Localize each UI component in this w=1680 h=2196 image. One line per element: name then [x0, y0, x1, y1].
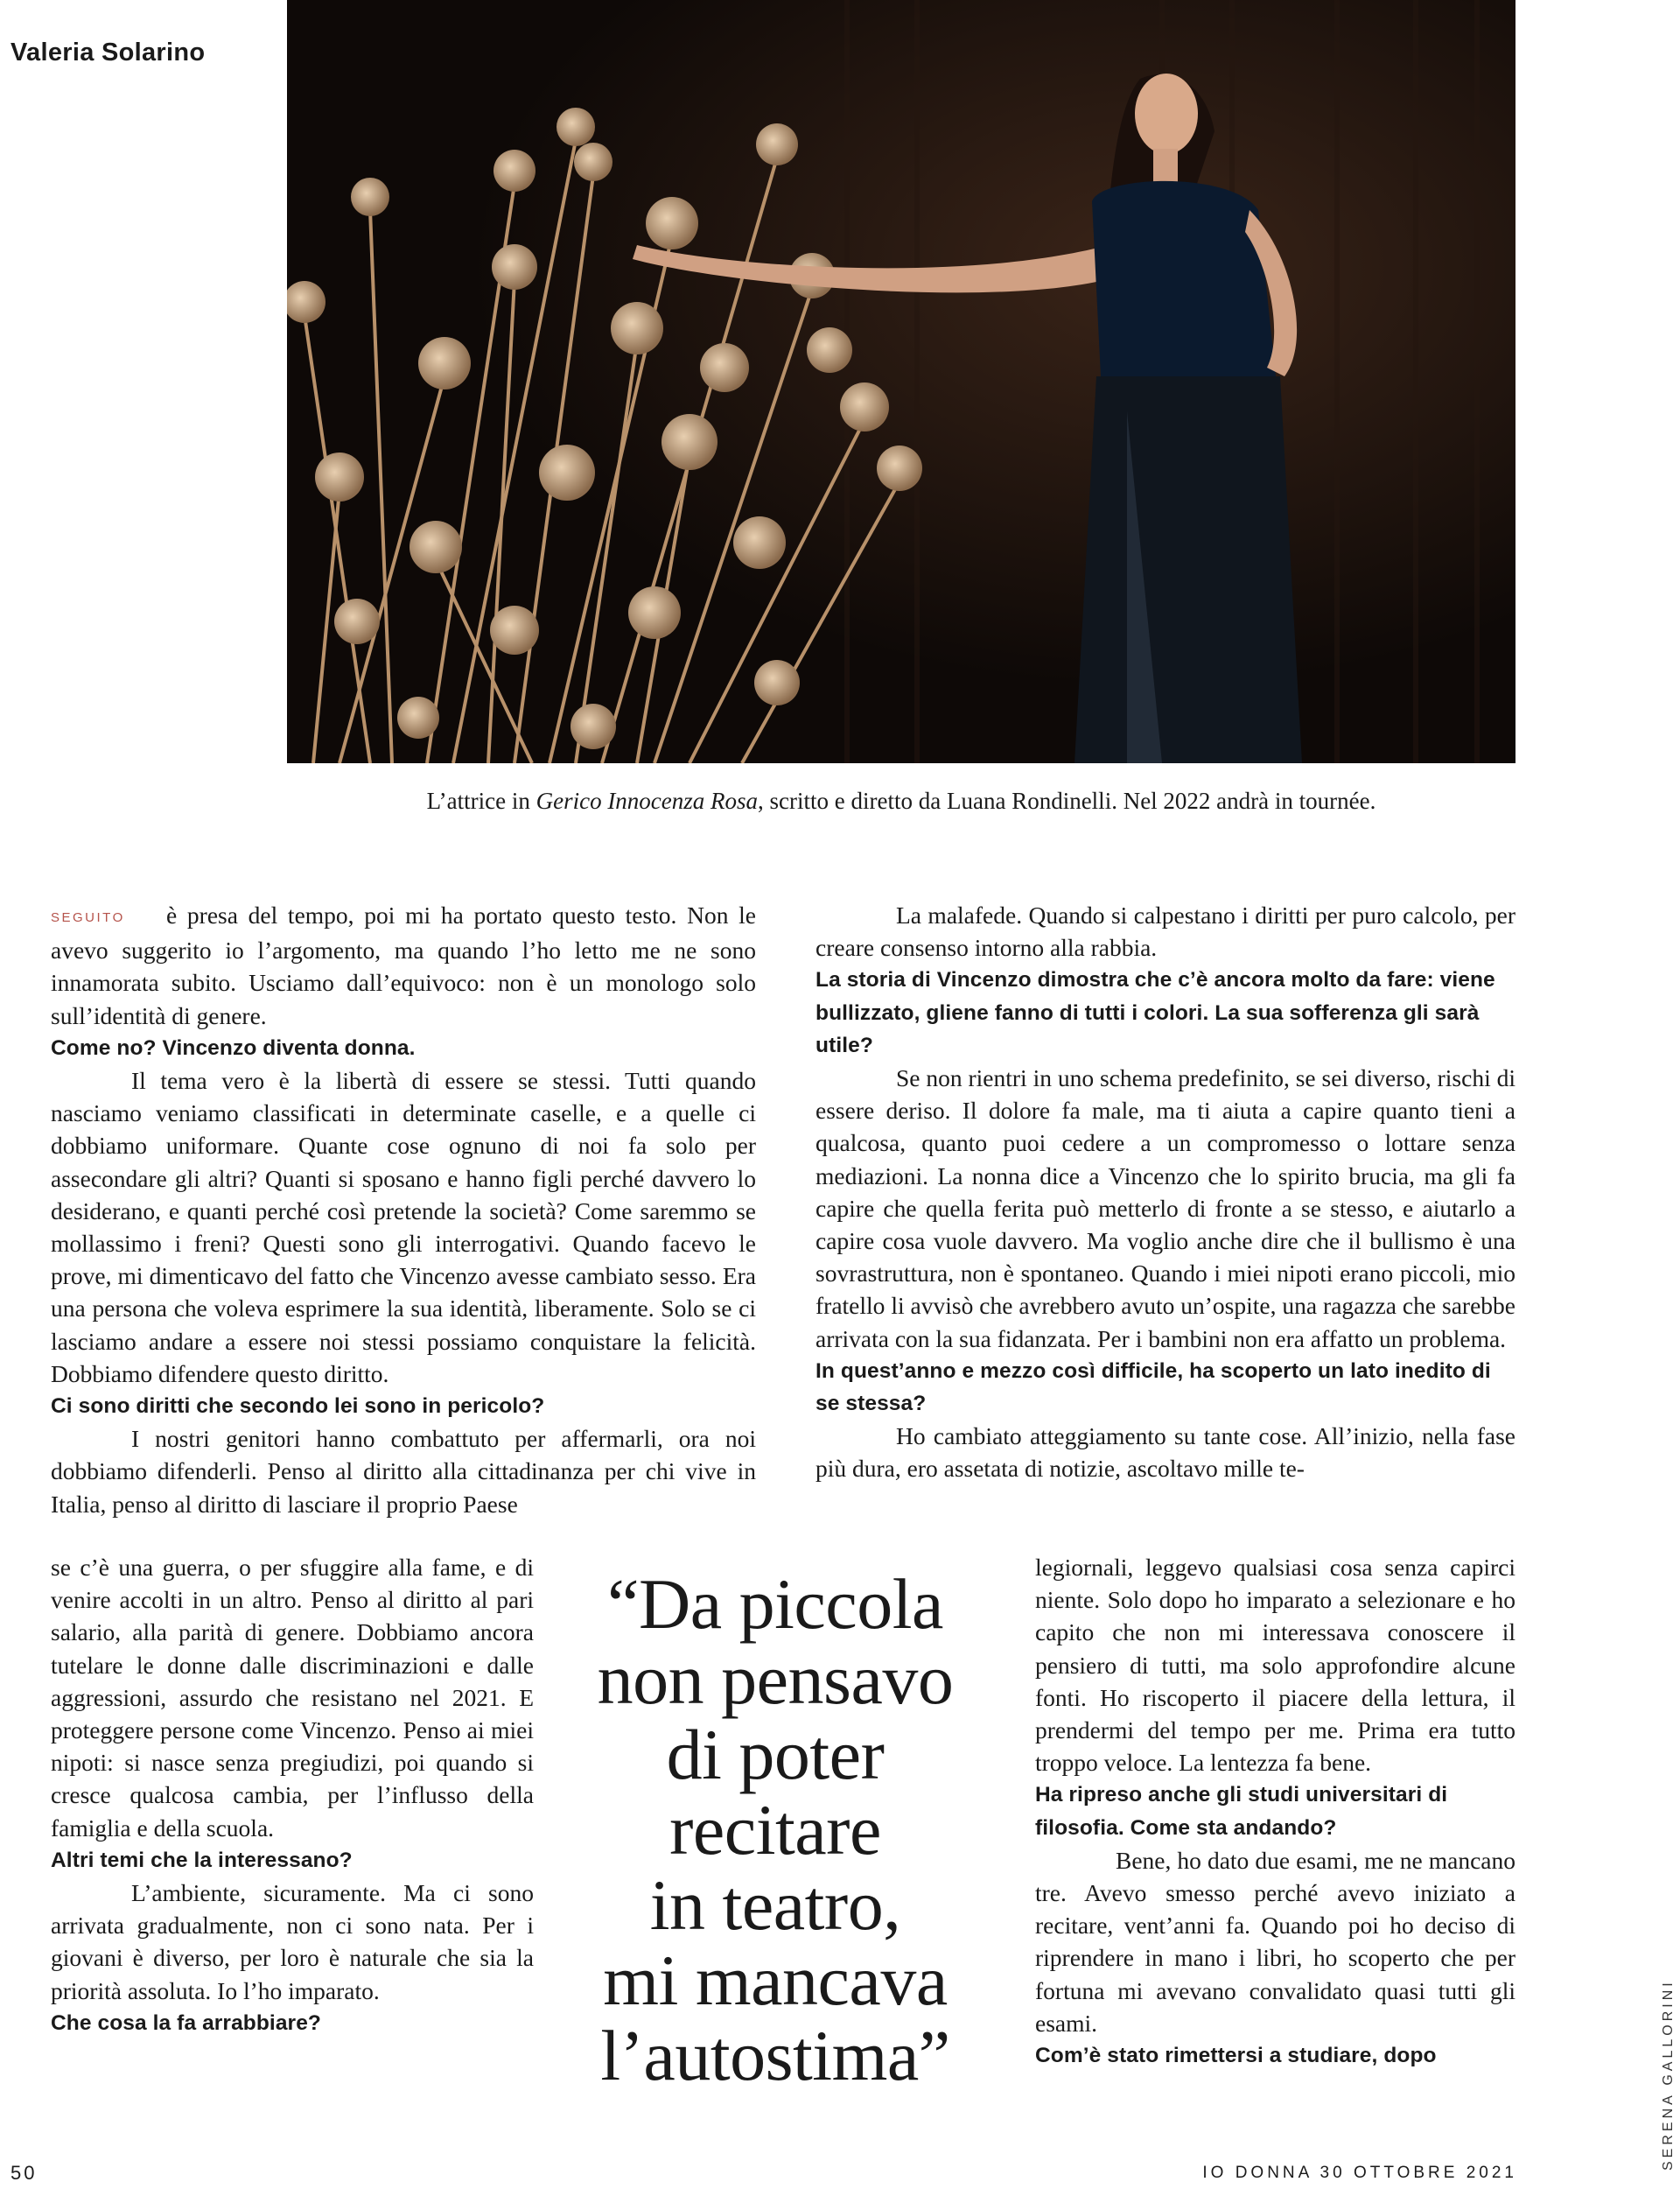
play-title: Gerico Innocenza Rosa: [536, 788, 759, 814]
question: Ha ripreso anche gli studi universitari di filosofia. Come sta andando?: [1035, 1783, 1448, 1840]
paragraph: La malafede. Quando si calpestano i diritti per puro calcolo, per creare consenso intorno alla rabbia.: [816, 902, 1516, 962]
paragraph: L’ambiente, sicuramente. Ma ci sono arrivata gradualmente, non ci sono nata. Per i giovani è diverso, per loro è naturale che sia la priorità assoluta. Io l’ho imparato.: [51, 1879, 534, 2004]
question: Ci sono diritti che secondo lei sono in pericolo?: [51, 1394, 545, 1419]
paragraph: I nostri genitori hanno combattuto per affermarli, ora noi dobbiamo difenderli. Penso al diritto alla cittadinanza per chi vive in Italia, penso al diritto di lasciare il proprio Paese: [51, 1425, 756, 1518]
page-number: 50: [10, 2162, 38, 2184]
article-column-2-bottom: [1035, 1551, 1516, 2072]
question: Come no? Vincenzo diventa donna.: [51, 1035, 416, 1060]
paragraph: Il tema vero è la libertà di essere se stessi. Tutti quando nasciamo veniamo classificati in determinate caselle, e a quelle ci dobbiamo uniformare. Quante cose ognuno di noi fa solo per assecondare gli altri? Quanti si sposano e hanno figli perché davvero lo desiderano, e quanti perché così pretende la società? Come saremmo se mollassimo i freni? Questi sono gli interrogativi. Quando facevo le prove, mi dimenticavo del fatto che Vincenzo avesse cambiato sesso. Era una persona che voleva esprimere la sua identità, liberamente. Solo se ci lasciamo andare a essere noi stessi possiamo conquistare la felicità. Dobbiamo difendere questo diritto.: [51, 1067, 756, 1387]
paragraph: se c’è una guerra, o per sfuggire alla fame, e di venire accolti in un altro. Penso al diritto al pari salario, alla parità di genere. Dobbiamo ancora tutelare le donne dalle discriminazioni e dalle aggressioni, assurdo che resistano nel 2021. E proteggere persone come Vincenzo. Penso ai miei nipoti: si nasce senza pregiudizi, poi quando si cresce qualcosa cambia, per l’influsso della famiglia e della scuola.: [51, 1554, 534, 1842]
paragraph: Ho cambiato atteggiamento su tante cose. All’inizio, nella fase più dura, ero assetata di notizie, ascoltavo mille te-: [816, 1422, 1516, 1483]
question: Altri temi che la interessano?: [51, 1848, 353, 1872]
section-name: Valeria Solarino: [10, 39, 206, 67]
pull-quote: “Da piccola non pensavo di poter recitare in teatro, mi mancava l’autostima”: [597, 1564, 954, 2095]
question: Che cosa la fa arrabbiare?: [51, 2010, 321, 2035]
photo-caption: L’attrice in Gerico Innocenza Rosa, scritto e diretto da Luana Rondinelli. Nel 2022 andrà in tournée.: [426, 788, 1376, 814]
question: La storia di Vincenzo dimostra che c’è ancora molto da fare: viene bullizzato, gliene fanno di tutti i colori. La sua sofferenza gli sarà utile?: [816, 968, 1495, 1057]
article-column-2-top: [816, 899, 1516, 1485]
article-column-1-top: [51, 899, 756, 1520]
paragraph: Bene, ho dato due esami, me ne mancano tre. Avevo smesso perché avevo iniziato a recitare, vent’anni fa. Quando poi ho deciso di riprendere in mano i libri, ho scoperto che per fortuna mi avevano convalidato quasi tutti gli esami.: [1035, 1846, 1516, 2037]
photo-credit: SERENA GALLORINI: [1661, 1979, 1676, 2171]
paragraph: Se non rientri in uno schema predefinito, se sei diverso, rischi di essere deriso. Il dolore fa male, ma ti aiuta a capire quanto tieni a qualcosa, quanto puoi cedere a un compromesso o lottare senza mediazioni. La nonna dice a Vincenzo che lo spirito brucia, ma gli fa capire che quella ferita può metterlo di fronte a se stesso, e aiutarlo a capire cosa vuole davvero. Ma voglio anche dire che il bullismo è una sovrastruttura, non è spontaneo. Quando i miei nipoti erano piccoli, mio fratello li avvisò che avrebbero avuto un’ospite, una ragazza che sarebbe arrivata con la sua fidanzata. Per i bambini non era affatto un problema.: [816, 1064, 1516, 1352]
seguito-label: SEGUITO: [51, 910, 125, 925]
paragraph: legiornali, leggevo qualsiasi cosa senza capirci niente. Solo dopo ho imparato a selezionare e ho capito che non mi interessava conoscere il pensiero di tutti, ma solo approfondire alcune fonti. Ho riscoperto il piacere della lettura, il prendermi del tempo per me. Prima era tutto troppo veloce. La lentezza fa bene.: [1035, 1554, 1516, 1777]
stage-photo: [287, 0, 1516, 763]
article-column-1-bottom: [51, 1551, 534, 2039]
paragraph: SEGUITO è presa del tempo, poi mi ha portato questo testo. Non le avevo suggerito io l’argomento, ma quando l’ho letto me ne sono innamorata subito. Usciamo dall’equivoco: non è un monologo solo sull’identità di genere.: [51, 902, 756, 1029]
question: In quest’anno e mezzo così difficile, ha scoperto un lato inedito di se stessa?: [816, 1358, 1491, 1416]
magazine-issue: IO DONNA 30 OTTOBRE 2021: [1202, 2164, 1517, 2182]
question: Com’è stato rimettersi a studiare, dopo: [1035, 2044, 1437, 2068]
